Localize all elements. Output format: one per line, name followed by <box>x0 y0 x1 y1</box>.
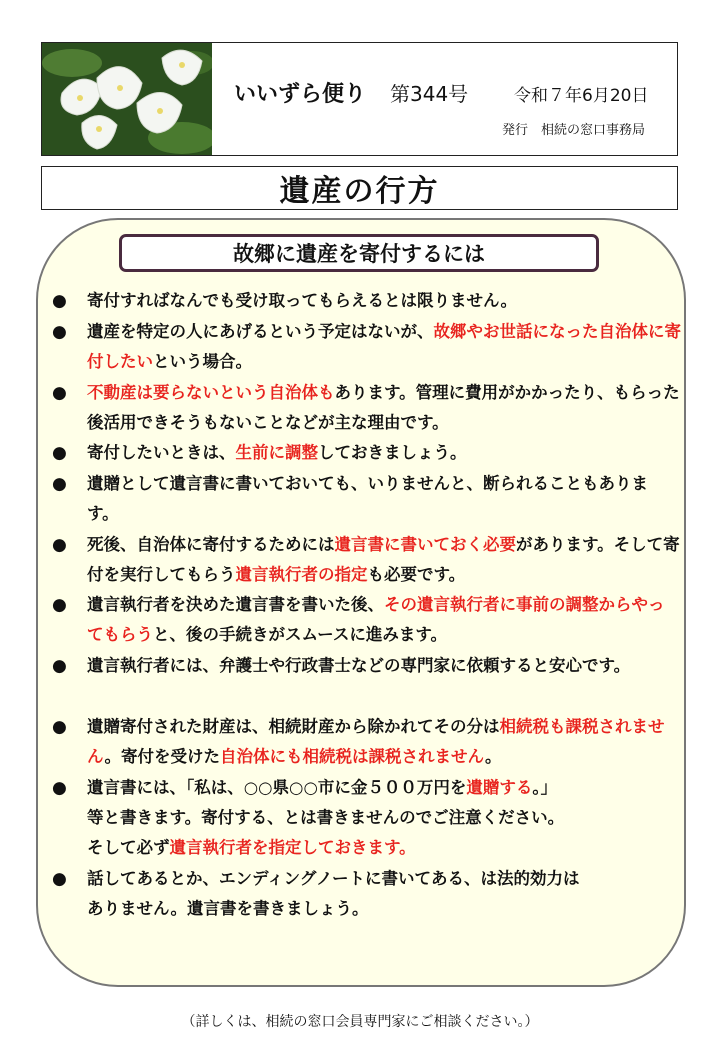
newsletter-name: いいずら便り <box>234 82 367 107</box>
bullet-dot: ● <box>52 474 67 494</box>
bullet-item <box>52 864 692 924</box>
issue-date: 令和７年6月20日 <box>514 86 649 106</box>
bullet-dot: ● <box>52 717 67 737</box>
bellflower-image <box>42 43 212 155</box>
bullet-text <box>87 469 677 529</box>
flower-photo <box>42 43 212 155</box>
bullet-dot: ● <box>52 291 67 311</box>
bullet-text <box>87 712 678 772</box>
bullet-dot: ● <box>52 595 67 615</box>
bullet-text <box>87 773 692 863</box>
highlight-text: 遺言執行者を指定しておきます。 <box>169 838 416 857</box>
bullet-dot: ● <box>52 656 67 676</box>
bullet-item <box>52 317 692 377</box>
bullet-text <box>87 530 694 590</box>
body-text: 。」 等と書きます。寄付する、とは書きませんのでご注意ください。 そして必ず <box>87 778 565 857</box>
bullet-text <box>87 438 692 468</box>
bullet-item <box>52 469 677 529</box>
bullet-text <box>87 864 692 924</box>
bullet-dot: ● <box>52 778 67 798</box>
highlight-text: 不動産は要らないという自治体も <box>87 383 335 402</box>
body-text: があります。そして寄付を実行してもらう <box>87 535 680 584</box>
highlight-text: 生前に調整 <box>235 443 318 462</box>
bullet-item <box>52 530 694 590</box>
body-text: 話してあるとか、エンディングノートに書いてある、は法的効力は ありません。遺言書を書きましょう。 <box>87 869 580 918</box>
bullet-item <box>52 378 694 438</box>
footer-note: （詳しくは、相続の窓口会員専門家にご相談ください。） <box>181 1014 539 1030</box>
body-text: と、後の手続きがスムースに進みます。 <box>153 625 448 644</box>
bullet-text <box>87 317 692 377</box>
section-subtitle-box <box>119 234 599 272</box>
highlight-text: 故郷やお世話になった自治体に寄付したい <box>87 322 681 371</box>
body-text: あります。管理に費用がかかったり、もらった後活用できそうもないことなどが主な理由です。 <box>87 383 680 432</box>
highlight-text: 相続税も課税されません <box>87 717 665 766</box>
bullet-item <box>52 286 662 316</box>
body-text: 遺言執行者には、弁護士や行政書士などの専門家に依頼すると安心です。 <box>87 656 631 675</box>
highlight-text: 遺言書に書いておく必要 <box>334 535 516 554</box>
bullet-item <box>52 773 692 863</box>
body-text: 遺贈寄付された財産は、相続財産から除かれてその分は <box>87 717 500 736</box>
section-subtitle: 故郷に遺産を寄付するには <box>233 242 485 266</box>
body-text: 。 <box>485 747 502 766</box>
bullet-item <box>52 438 692 468</box>
bullet-item <box>52 590 677 650</box>
page-title-box <box>41 166 678 210</box>
newsletter-header <box>41 42 678 156</box>
bullet-dot: ● <box>52 322 67 342</box>
highlight-text: 自治体にも相続税は課税されません <box>220 747 485 766</box>
bullet-text <box>87 378 694 438</box>
body-text: という場合。 <box>153 352 252 371</box>
bullet-dot: ● <box>52 535 67 555</box>
highlight-text: その遺言執行者に事前の調整からやってもらう <box>87 595 665 644</box>
highlight-text: 遺贈する <box>466 778 533 797</box>
bullet-item <box>52 712 678 772</box>
body-text: 。寄付を受けた <box>104 747 220 766</box>
body-text: 遺言執行者を決めた遺言書を書いた後、 <box>87 595 384 614</box>
bullet-item <box>52 651 680 681</box>
bullet-dot: ● <box>52 869 67 889</box>
highlight-text: 遺言執行者の指定 <box>235 565 368 584</box>
body-text: 寄付したいときは、 <box>87 443 236 462</box>
bullet-text <box>87 286 662 316</box>
body-text: しておきましょう。 <box>318 443 467 462</box>
bullet-text <box>87 651 680 681</box>
page-title: 遺産の行方 <box>279 174 440 209</box>
bullet-text <box>87 590 677 650</box>
publisher: 発行 相続の窓口事務局 <box>502 123 646 138</box>
body-text: 遺言書には、「私は、○○県○○市に金５００万円を <box>87 778 467 797</box>
body-text: 遺産を特定の人にあげるという予定はないが、 <box>87 322 434 341</box>
bullet-dot: ● <box>52 443 67 463</box>
bullet-dot: ● <box>52 383 67 403</box>
body-text: 寄付すればなんでも受け取ってもらえるとは限りません。 <box>87 291 517 310</box>
issue-number: 第344号 <box>390 82 469 106</box>
body-text: 死後、自治体に寄付するためには <box>87 535 335 554</box>
body-text: 遺贈として遺言書に書いておいても、いりませんと、断られることもあります。 <box>87 474 648 523</box>
body-text: も必要です。 <box>367 565 466 584</box>
